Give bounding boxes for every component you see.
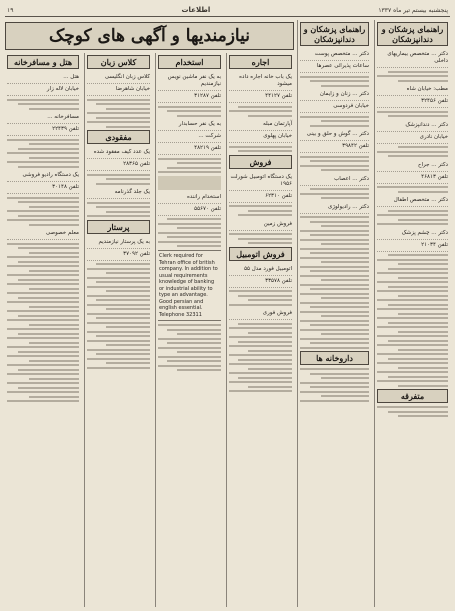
ad-item: تلفن ۳۷۰۹۲ bbox=[87, 249, 150, 261]
date-line: پنجشنبه بیستم تیر ماه ۱۳۳۷ bbox=[378, 6, 448, 14]
ad-item: خیابان نادری bbox=[377, 132, 448, 144]
ad-item: دکتر ... اعصاب bbox=[300, 174, 369, 186]
column-5 bbox=[84, 53, 152, 607]
english-ad: Clerk required for Tehran office of british company. In addition to usual requirements knowledge of banking or industrial ability to type an advantage. Good persian and english essential. Telephone 32311 bbox=[158, 250, 221, 321]
section-heading-misc: متفرقه bbox=[377, 389, 448, 403]
ad-item: خیابان لاله زار bbox=[7, 84, 79, 96]
section-heading-sale: فروش bbox=[229, 155, 292, 169]
ad-item: تلفن ۴۸۲۱۹ bbox=[158, 143, 221, 155]
ad-item: یک باب خانه اجاره داده میشود bbox=[229, 72, 292, 91]
banner-title: نیازمندیها و آگهی های کوچک bbox=[5, 22, 294, 50]
ad-item: هتل ... bbox=[7, 72, 79, 84]
ad-item: تلفن ۲۱۰۳۴ bbox=[377, 240, 448, 252]
section-heading-doctors-2: راهنمای پزشکان و دندانپزشکان bbox=[300, 22, 369, 46]
section-heading-rent: اجاره bbox=[229, 55, 292, 69]
ad-item: به یک نفر حسابدار bbox=[158, 119, 221, 131]
ad-item: فروش زمین bbox=[229, 219, 292, 231]
ad-item: ساعات پذیرائی عصرها bbox=[300, 61, 369, 73]
ad-item: تلفن ۵۵۶۷۰ bbox=[158, 204, 221, 216]
ad-item: تلفن ۳۱۲۸۷ bbox=[158, 91, 221, 103]
classifieds-columns bbox=[5, 53, 294, 607]
column-1 bbox=[374, 20, 450, 607]
section-heading-classes: کلاس زبان bbox=[87, 55, 150, 69]
ad-item: تلفن ۴۶۸۱۳ bbox=[377, 172, 448, 184]
ad-item: دکتر ... گوش و حلق و بینی bbox=[300, 129, 369, 141]
column-4 bbox=[155, 53, 223, 607]
ad-item: دکتر ... چشم پزشک bbox=[377, 228, 448, 240]
section-heading-doctors: راهنمای پزشکان و دندانپزشکان bbox=[377, 22, 448, 46]
ad-item: دکتر ... جراح bbox=[377, 160, 448, 172]
ad-item: تلفن ۶۲۳۱۰ bbox=[229, 191, 292, 203]
ad-item: تلفن ۴۴۱۲۷ bbox=[229, 91, 292, 103]
header-line bbox=[5, 4, 450, 17]
ad-box bbox=[158, 176, 221, 190]
ad-item: خیابان فردوسی bbox=[300, 101, 369, 113]
ad-item: استخدام راننده bbox=[158, 192, 221, 204]
section-heading-hotels: هتل و مسافرخانه bbox=[7, 55, 79, 69]
ad-item: تلفن ۲۲۴۳۹ bbox=[7, 124, 79, 136]
ad-item: دکتر ... متخصص اطفال bbox=[377, 195, 448, 207]
ad-item: تلفن ۳۹۸۴۲ bbox=[300, 141, 369, 153]
classifieds-block bbox=[5, 20, 294, 607]
ad-item: تلفن ۲۸۳۶۵ bbox=[87, 159, 150, 171]
ad-item: یک عدد کیف مفقود شده bbox=[87, 147, 150, 159]
ad-item: معلم خصوصی bbox=[7, 228, 79, 240]
ad-item: تلفن ۳۰۱۴۸ bbox=[7, 182, 79, 194]
columns bbox=[5, 20, 450, 607]
ad-item: یک دستگاه اتومبیل شورلت ۱۹۵۶ bbox=[229, 172, 292, 191]
ad-item: خیابان شاهرضا bbox=[87, 84, 150, 96]
column-2 bbox=[297, 20, 371, 607]
ad-item: دکتر ... متخصص پوست bbox=[300, 49, 369, 61]
ad-item: مسافرخانه ... bbox=[7, 112, 79, 124]
section-heading-cars: فروش اتومبیل bbox=[229, 247, 292, 261]
ad-item: خیابان پهلوی bbox=[229, 131, 292, 143]
ad-item: دکتر ... متخصص بیماریهای داخلی bbox=[377, 49, 448, 68]
ad-item: دکتر ... دندانپزشک bbox=[377, 120, 448, 132]
section-heading-chemists: داروخانه ها bbox=[300, 351, 369, 365]
ad-item: اتومبیل فورد مدل ۵۵ bbox=[229, 264, 292, 276]
section-heading-lost: مفقودی bbox=[87, 130, 150, 144]
ad-item: آپارتمان مبله bbox=[229, 119, 292, 131]
section-heading-nurse: پرستار bbox=[87, 220, 150, 234]
section-heading-employment: استخدام bbox=[158, 55, 221, 69]
ad-item: یک دستگاه رادیو فروشی bbox=[7, 170, 79, 182]
ad-item: به یک پرستار نیازمندیم bbox=[87, 237, 150, 249]
masthead: اطلاعات bbox=[181, 6, 211, 14]
ad-item: کلاس زبان انگلیسی bbox=[87, 72, 150, 84]
ad-item: به یک نفر ماشین نویس نیازمندیم bbox=[158, 72, 221, 91]
ad-item: فروش فوری bbox=[229, 308, 292, 320]
ad-item: تلفن ۳۲۴۵۶ bbox=[377, 96, 448, 108]
ad-item: تلفن ۳۳۵۷۸ bbox=[229, 276, 292, 288]
column-6 bbox=[5, 53, 81, 607]
column-3 bbox=[226, 53, 294, 607]
ad-item: دکتر ... رادیولوژی bbox=[300, 202, 369, 214]
ad-item: یک جلد گذرنامه bbox=[87, 187, 150, 199]
ad-item: شرکت ... bbox=[158, 131, 221, 143]
page-number: ۱۹ bbox=[7, 6, 14, 14]
ad-item: مطب: خیابان شاه bbox=[377, 84, 448, 96]
ad-item: دکتر ... زنان و زایمان bbox=[300, 89, 369, 101]
